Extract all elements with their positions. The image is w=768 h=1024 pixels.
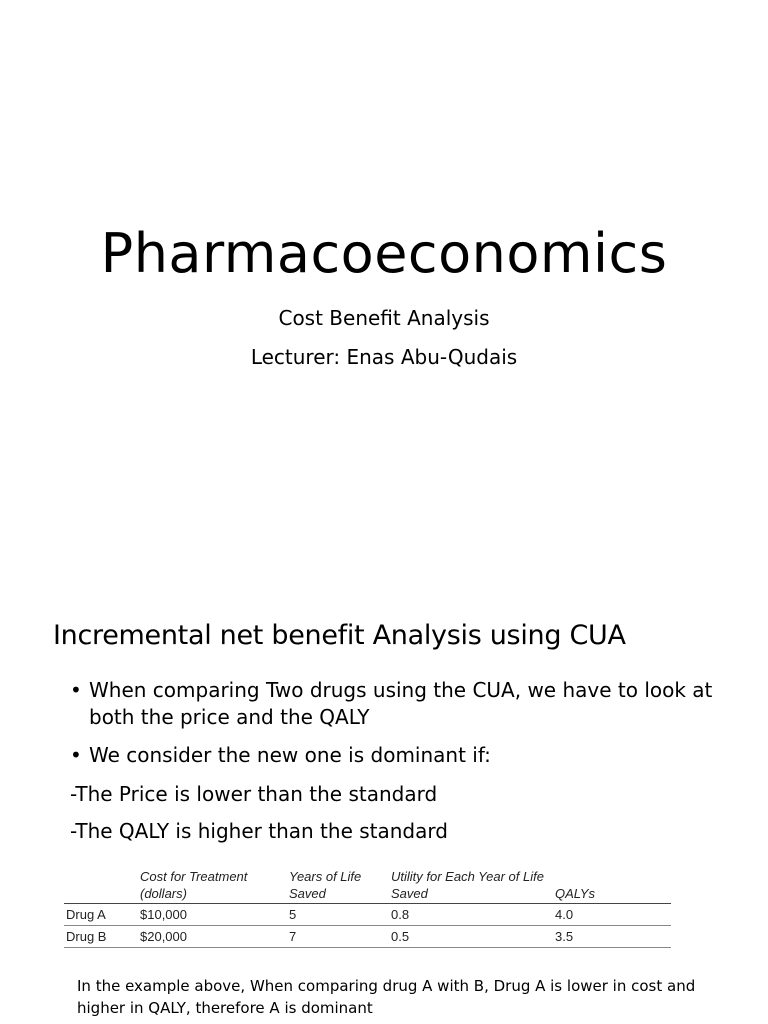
table-row — [64, 904, 671, 926]
bullet-item — [70, 677, 740, 731]
bullet-icon: • — [70, 678, 82, 702]
condition-line: -The Price is lower than the standard — [70, 782, 438, 806]
column-header: Cost for Treatment (dollars) — [138, 868, 287, 904]
column-header: Utility for Each Year of Life Saved — [389, 868, 553, 904]
table-cell: 4.0 — [553, 904, 671, 926]
table-cell: 7 — [287, 926, 389, 948]
column-header — [64, 868, 138, 904]
column-header: Years of Life Saved — [287, 868, 389, 904]
table-row — [64, 926, 671, 948]
slide-content — [0, 576, 768, 1024]
bullet-text: We consider the new one is dominant if: — [89, 743, 491, 767]
presentation-title: Pharmacoeconomics — [100, 222, 668, 285]
table-cell: 5 — [287, 904, 389, 926]
lecturer-name: Lecturer: Enas Abu-Qudais — [250, 345, 518, 369]
bullet-item — [70, 742, 740, 769]
conclusion-note: In the example above, When comparing drug A with B, Drug A is lower in cost and higher in QALY, therefore A is dominant — [77, 977, 696, 1017]
table-cell: Drug B — [64, 926, 138, 948]
table-cell: Drug A — [64, 904, 138, 926]
slide-heading: Incremental net benefit Analysis using CUA — [53, 620, 626, 651]
bullet-text: When comparing Two drugs using the CUA, we have to look at both the price and the QALY — [89, 678, 713, 729]
table-cell: $10,000 — [138, 904, 287, 926]
presentation-subtitle: Cost Benefit Analysis — [278, 306, 490, 330]
table-cell: 0.5 — [389, 926, 553, 948]
column-header: QALYs — [553, 868, 671, 904]
table-cell: $20,000 — [138, 926, 287, 948]
table-cell: 3.5 — [553, 926, 671, 948]
table-header-row — [64, 868, 671, 904]
qaly-table — [64, 868, 671, 948]
bullet-icon: • — [70, 743, 82, 767]
condition-line: -The QALY is higher than the standard — [70, 819, 448, 843]
table-cell: 0.8 — [389, 904, 553, 926]
